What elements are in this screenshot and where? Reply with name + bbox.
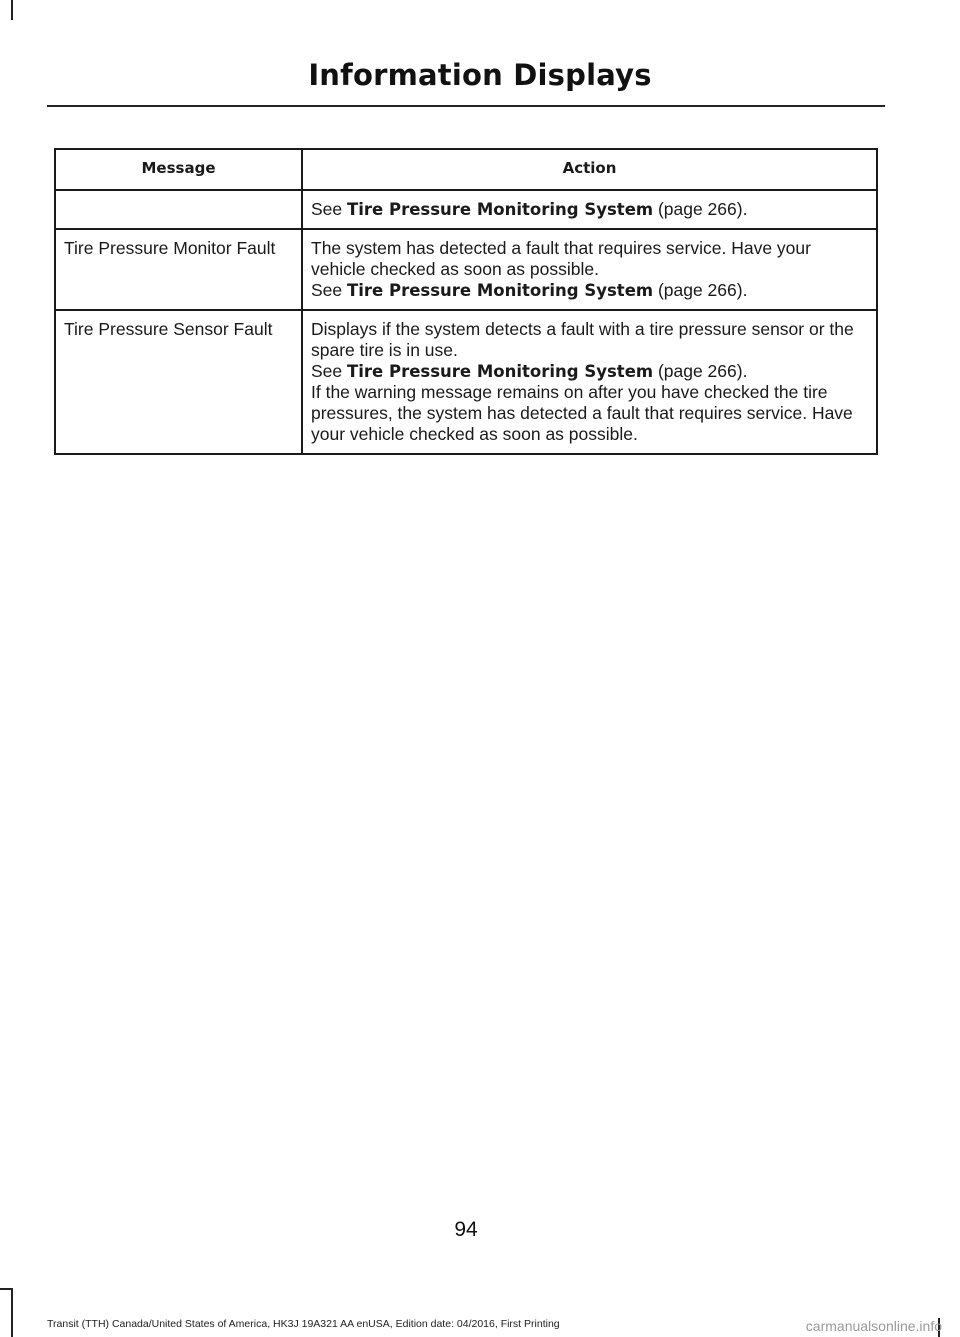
cross-reference-link[interactable]: Tire Pressure Monitoring System (347, 281, 654, 300)
page-title: Information Displays (308, 58, 652, 92)
cross-reference-link[interactable]: Tire Pressure Monitoring System (347, 200, 654, 219)
column-header-action: Action (302, 149, 877, 190)
action-cell (302, 310, 877, 454)
table-header-row (55, 149, 877, 190)
table-row (55, 190, 877, 229)
action-line (311, 280, 868, 301)
action-line (311, 238, 868, 280)
action-line (311, 319, 868, 361)
action-text: See (311, 361, 347, 381)
message-cell: Tire Pressure Sensor Fault (55, 310, 302, 454)
table-row (55, 310, 877, 454)
table-row (55, 229, 877, 310)
message-cell: Tire Pressure Monitor Fault (55, 229, 302, 310)
message-cell (55, 190, 302, 229)
column-header-message: Message (55, 149, 302, 190)
page-number: 94 (454, 1218, 478, 1241)
message-table (54, 148, 878, 455)
page-reference: (page 266). (653, 361, 748, 381)
crop-mark-bottom-left-vertical (11, 1288, 13, 1337)
cross-reference-link[interactable]: Tire Pressure Monitoring System (347, 362, 654, 381)
footer-edition-info: Transit (TTH) Canada/United States of America, HK3J 19A321 AA enUSA, Edition date: 04/2016, First Printing (47, 1318, 560, 1330)
action-text: See (311, 199, 347, 219)
action-line (311, 361, 868, 382)
page-reference: (page 266). (653, 280, 748, 300)
action-text: The system has detected a fault that requires service. Have your vehicle checked as soon as possible. (311, 238, 811, 279)
action-line (311, 199, 868, 220)
watermark: carmanualsonline.info (805, 1318, 942, 1334)
action-text: Displays if the system detects a fault with a tire pressure sensor or the spare tire is in use. (311, 319, 854, 360)
action-cell (302, 229, 877, 310)
crop-mark-bottom-left-horizontal (0, 1288, 13, 1290)
header-divider (47, 105, 885, 107)
action-cell (302, 190, 877, 229)
crop-mark-top-left-vertical (11, 0, 13, 20)
action-text: If the warning message remains on after you have checked the tire pressures, the system has detected a fault that requires service. Have your vehicle checked as soon as possible. (311, 382, 853, 444)
page-reference: (page 266). (653, 199, 748, 219)
action-line (311, 382, 868, 445)
action-text: See (311, 280, 347, 300)
